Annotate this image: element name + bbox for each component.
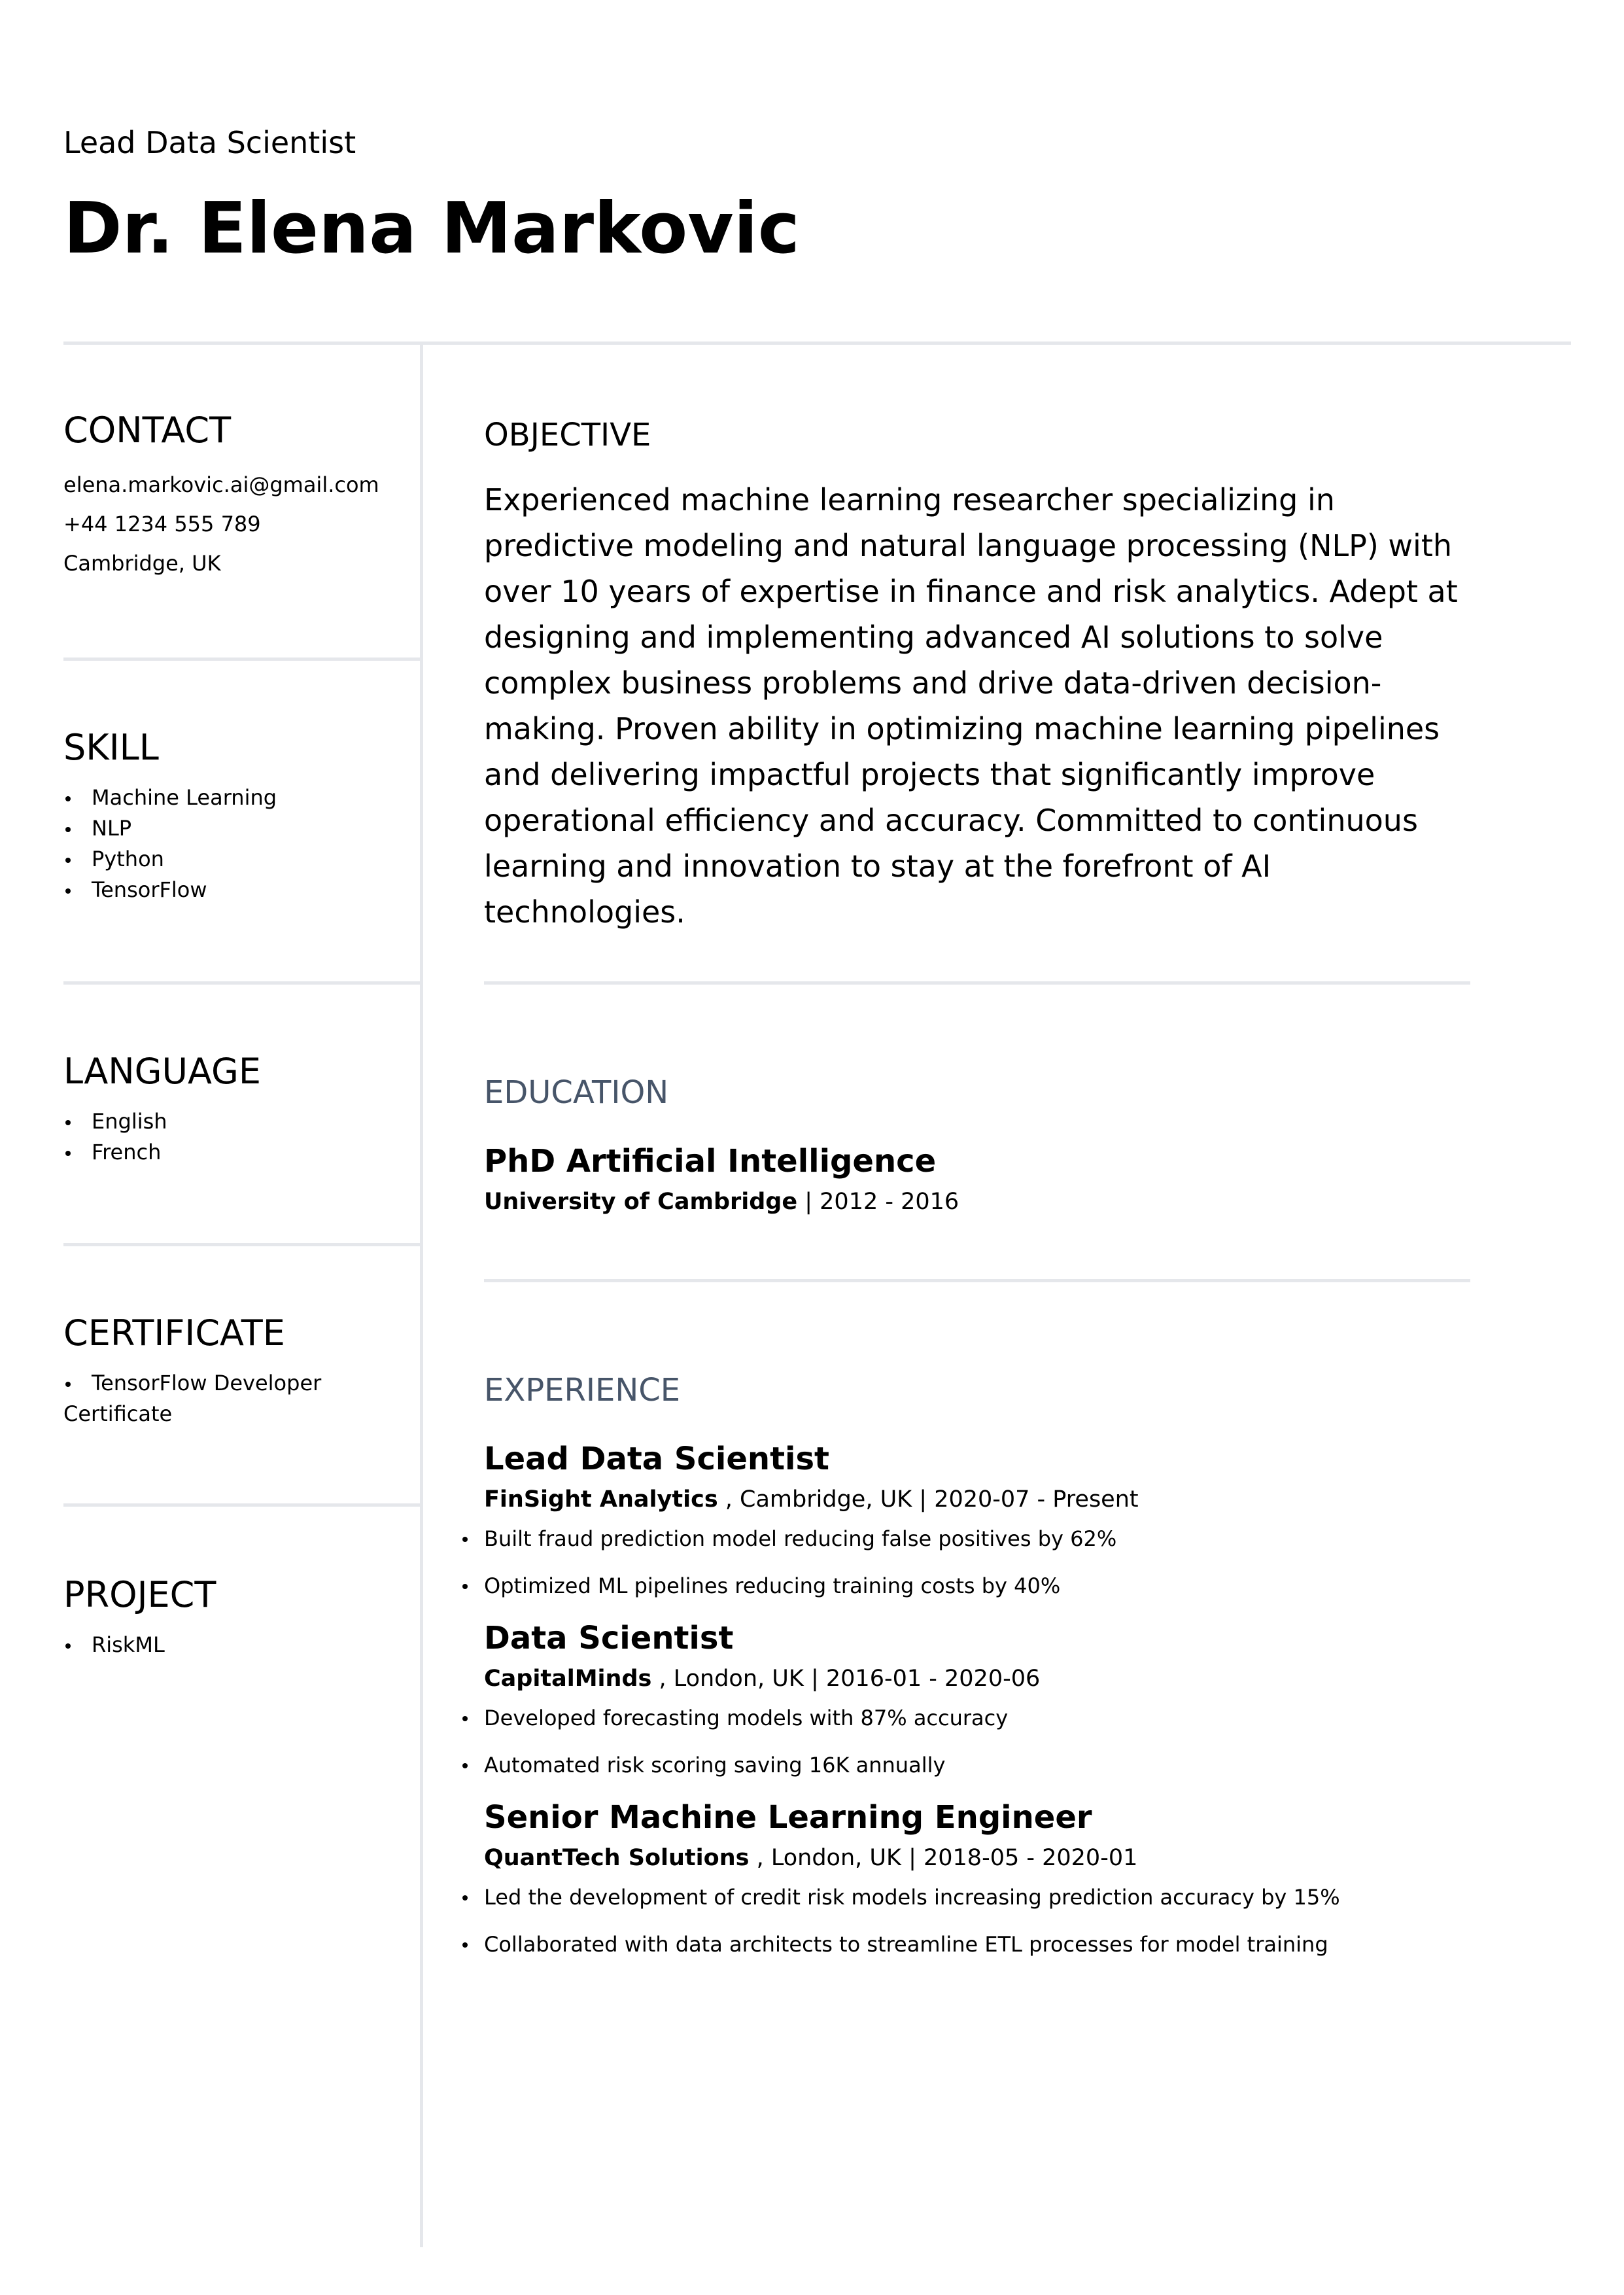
skill-heading: SKILL bbox=[63, 727, 159, 768]
job-entry bbox=[484, 1439, 1472, 1609]
contact-divider bbox=[63, 657, 420, 661]
list-item: Python bbox=[63, 844, 417, 875]
job-bullets bbox=[484, 1694, 1472, 1789]
education-divider bbox=[484, 1279, 1470, 1282]
job-meta bbox=[484, 1664, 1472, 1693]
job-title: Senior Machine Learning Engineer bbox=[484, 1799, 1092, 1836]
list-item: Machine Learning bbox=[63, 782, 417, 813]
language-section bbox=[63, 1050, 417, 1168]
job-meta bbox=[484, 1844, 1472, 1872]
project-heading: PROJECT bbox=[63, 1574, 216, 1615]
certificate-divider bbox=[63, 1503, 420, 1507]
contact-phone: +44 1234 555 789 bbox=[63, 512, 261, 536]
list-item bbox=[63, 1368, 364, 1429]
company-name: CapitalMinds bbox=[484, 1666, 652, 1692]
list-item: Optimized ML pipelines reducing training costs by 40% bbox=[484, 1562, 1472, 1609]
contact-section bbox=[63, 409, 417, 583]
job-bullets bbox=[484, 1515, 1472, 1609]
certificate-name: TensorFlow Developer Certificate bbox=[63, 1371, 322, 1426]
header-divider bbox=[63, 342, 1571, 345]
job-details: , London, UK | 2016-01 - 2020-06 bbox=[659, 1666, 1041, 1692]
job-details: , London, UK | 2018-05 - 2020-01 bbox=[756, 1845, 1138, 1871]
contact-location: Cambridge, UK bbox=[63, 551, 221, 576]
list-item: Led the development of credit risk models increasing prediction accuracy by 15% bbox=[484, 1874, 1472, 1921]
job-entry bbox=[484, 1619, 1472, 1789]
experience-section bbox=[484, 1371, 1472, 1968]
list-item: TensorFlow bbox=[63, 875, 417, 905]
job-meta bbox=[484, 1485, 1472, 1514]
project-list bbox=[63, 1630, 417, 1660]
education-dates: | 2012 - 2016 bbox=[804, 1189, 959, 1215]
language-heading: LANGUAGE bbox=[63, 1051, 261, 1092]
skill-divider bbox=[63, 981, 420, 985]
school-name: University of Cambridge bbox=[484, 1189, 798, 1215]
job-bullets bbox=[484, 1874, 1472, 1968]
list-item: French bbox=[63, 1137, 417, 1168]
bullet-dot bbox=[65, 1382, 71, 1387]
objective-divider bbox=[484, 981, 1470, 985]
certificate-section bbox=[63, 1312, 417, 1429]
job-title: Lead Data Scientist bbox=[484, 1441, 829, 1477]
experience-heading: EXPERIENCE bbox=[484, 1372, 681, 1409]
job-entry bbox=[484, 1798, 1472, 1968]
column-divider bbox=[420, 345, 423, 2247]
list-item: Automated risk scoring saving 16K annually bbox=[484, 1742, 1472, 1789]
job-title: Lead Data Scientist bbox=[63, 125, 356, 160]
list-item: Developed forecasting models with 87% accuracy bbox=[484, 1694, 1472, 1742]
list-item: RiskML bbox=[63, 1630, 417, 1660]
candidate-name: Dr. Elena Markovic bbox=[63, 188, 800, 270]
job-details: , Cambridge, UK | 2020-07 - Present bbox=[725, 1486, 1139, 1513]
education-meta bbox=[484, 1187, 1472, 1216]
list-item: NLP bbox=[63, 813, 417, 844]
education-section bbox=[484, 1073, 1472, 1216]
objective-heading: OBJECTIVE bbox=[484, 417, 651, 453]
job-title: Data Scientist bbox=[484, 1620, 734, 1656]
certificate-heading: CERTIFICATE bbox=[63, 1312, 285, 1354]
project-section bbox=[63, 1573, 417, 1660]
skill-section bbox=[63, 726, 417, 905]
language-list bbox=[63, 1106, 417, 1168]
company-name: FinSight Analytics bbox=[484, 1486, 718, 1513]
language-divider bbox=[63, 1243, 420, 1246]
list-item: English bbox=[63, 1106, 417, 1137]
company-name: QuantTech Solutions bbox=[484, 1845, 750, 1871]
list-item: Collaborated with data architects to streamline ETL processes for model training bbox=[484, 1921, 1472, 1968]
objective-section bbox=[484, 415, 1472, 935]
skill-list bbox=[63, 782, 417, 905]
contact-email: elena.markovic.ai@gmail.com bbox=[63, 472, 379, 497]
contact-heading: CONTACT bbox=[63, 410, 232, 451]
objective-text: Experienced machine learning researcher specializing in predictive modeling and natural language processing (NLP) with over 10 years of expertise in finance and risk analytics. Adept at designing and implementing advanced AI solutions to solve complex business problems and drive data-driven decision-making. Proven ability in optimizing machine learning pipelines and delivering impactful projects that significantly improve operational efficiency and accuracy. Committed to continuous learning and innovation to stay at the forefront of AI technologies. bbox=[484, 482, 1458, 930]
degree-title: PhD Artificial Intelligence bbox=[484, 1143, 937, 1180]
list-item: Built fraud prediction model reducing false positives by 62% bbox=[484, 1515, 1472, 1562]
education-heading: EDUCATION bbox=[484, 1074, 669, 1111]
